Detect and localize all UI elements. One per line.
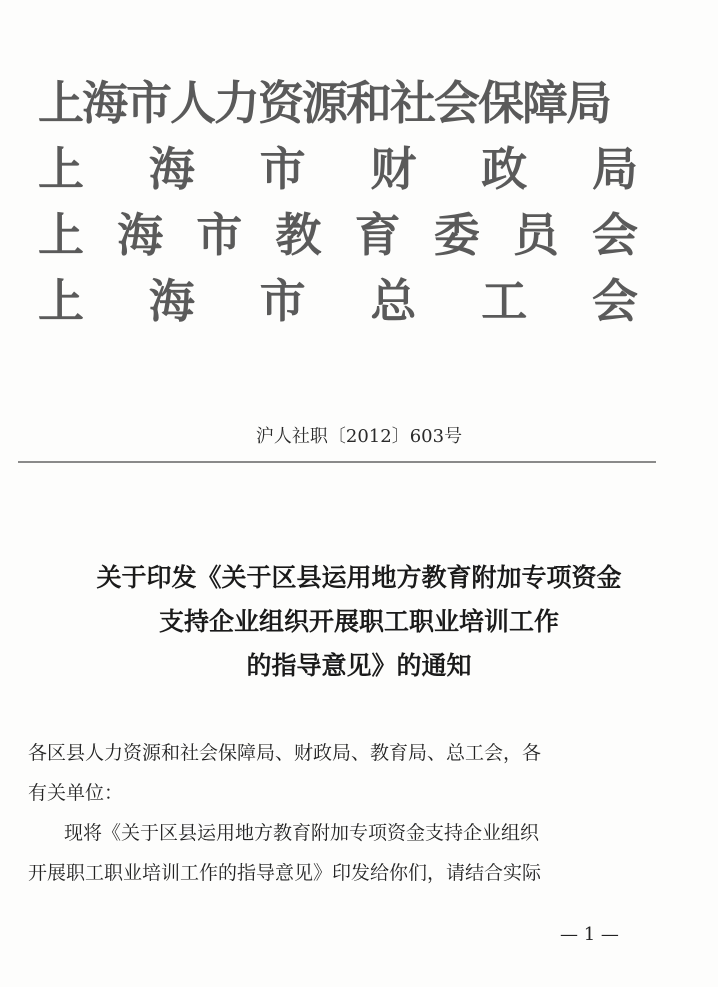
issuer-character: 工 bbox=[481, 274, 528, 328]
body-line-3: 现将《关于区县运用地方教育附加专项资金支持企业组织 bbox=[64, 822, 540, 844]
issuing-authorities bbox=[38, 70, 638, 334]
document-title bbox=[0, 556, 718, 688]
issuer-character: 教 bbox=[275, 208, 322, 262]
issuer-character: 上 bbox=[38, 274, 84, 328]
issuer-character: 总 bbox=[370, 274, 417, 328]
issuer-character: 海 bbox=[148, 274, 195, 328]
issuer-character: 育 bbox=[354, 208, 401, 262]
issuer-character: 市 bbox=[259, 274, 306, 328]
issuer-character: 上 bbox=[38, 142, 84, 196]
issuer-character: 会 bbox=[591, 274, 638, 328]
title-line-1: 关于印发《关于区县运用地方教育附加专项资金 bbox=[96, 563, 622, 592]
issuer-character: 员 bbox=[512, 208, 559, 262]
issuer-character: 上 bbox=[38, 208, 84, 262]
issuer-character: 局 bbox=[591, 142, 638, 196]
issuer-character: 委 bbox=[433, 208, 480, 262]
issuer-character: 财 bbox=[370, 142, 417, 196]
header-divider bbox=[18, 461, 656, 463]
issuer-character: 政 bbox=[481, 142, 528, 196]
document-body bbox=[28, 733, 660, 893]
document-number: 沪人社职〔2012〕603号 bbox=[255, 426, 463, 447]
issuer-trade-union bbox=[38, 268, 638, 334]
issuer-character: 会 bbox=[591, 208, 638, 262]
issuer-character: 市 bbox=[259, 142, 306, 196]
title-line-3: 的指导意见》的通知 bbox=[246, 651, 472, 680]
body-line-1: 各区县人力资源和社会保障局、财政局、教育局、总工会，各 bbox=[28, 742, 542, 764]
issuer-hrss-bureau: 上海市人力资源和社会保障局 bbox=[38, 76, 610, 130]
issuer-finance-bureau bbox=[38, 136, 638, 202]
issuer-character: 海 bbox=[117, 208, 164, 262]
issuer-education-commission bbox=[38, 202, 638, 268]
title-line-2: 支持企业组织开展职工职业培训工作 bbox=[158, 607, 559, 636]
issuer-character: 市 bbox=[196, 208, 243, 262]
body-line-4: 开展职工职业培训工作的指导意见》印发给你们，请结合实际 bbox=[28, 862, 542, 884]
issuer-character: 海 bbox=[148, 142, 195, 196]
body-line-2: 有关单位： bbox=[28, 782, 124, 804]
page-number: — 1 — bbox=[560, 924, 619, 945]
